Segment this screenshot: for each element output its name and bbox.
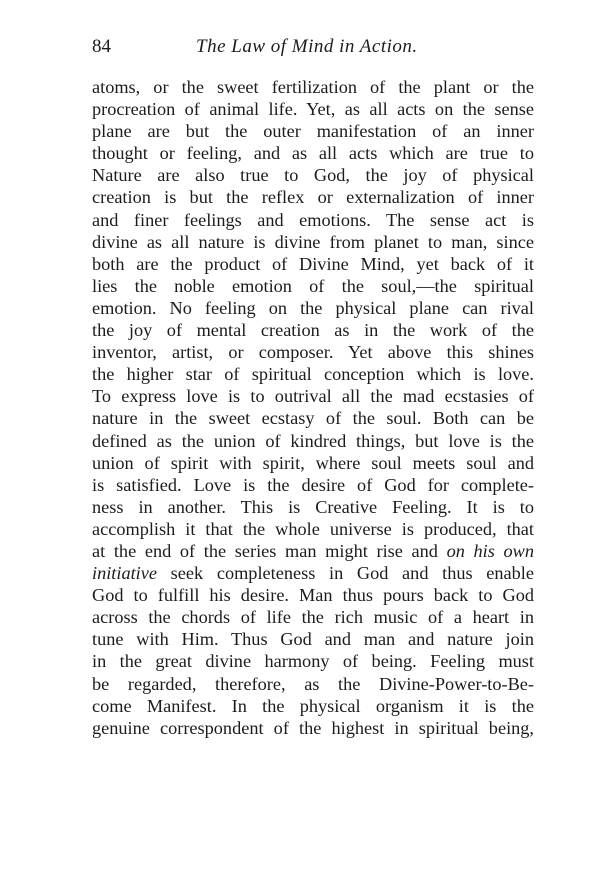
text-line: divine as all nature is divine from planet to man, since bbox=[92, 231, 534, 252]
text-line: nature in the sweet ecstasy of the soul. Both can be bbox=[92, 408, 534, 429]
text-line: lies the noble emotion of the soul,—the spiritual bbox=[92, 275, 534, 296]
text-line: plane are but the outer manifestation of an inner bbox=[92, 121, 534, 142]
text-line: Nature are also true to God, the joy of physical bbox=[92, 165, 534, 186]
text-line: To express love is to outrival all the mad ecstasies of bbox=[92, 386, 534, 407]
text-line: tune with Him. Thus God and man and nature join bbox=[92, 629, 534, 650]
text-line: across the chords of life the rich music of a heart in bbox=[92, 607, 534, 628]
text-line: genuine correspondent of the highest in spiritual being, bbox=[92, 717, 534, 738]
page-number: 84 bbox=[92, 36, 111, 57]
text-line: thought or feeling, and as all acts which are true to bbox=[92, 143, 534, 164]
text-line: God to fulfill his desire. Man thus pours back to God bbox=[92, 585, 534, 606]
text-line: come Manifest. In the physical organism it is the bbox=[92, 695, 534, 716]
text-line: emotion. No feeling on the physical plane can rival bbox=[92, 297, 534, 318]
text-line: in the great divine harmony of being. Feeling must bbox=[92, 651, 534, 672]
text-line: and finer feelings and emotions. The sense act is bbox=[92, 209, 534, 230]
text-line: inventor, artist, or composer. Yet above this shines bbox=[92, 342, 534, 363]
text-line: both are the product of Divine Mind, yet back of it bbox=[92, 253, 534, 274]
text-segment: seek completeness in God and thus enable bbox=[170, 563, 534, 584]
body-text bbox=[92, 76, 534, 739]
text-line: be regarded, therefore, as the Divine-Power-to-Be- bbox=[92, 673, 534, 694]
running-head bbox=[92, 36, 532, 60]
text-line: creation is but the reflex or externalization of inner bbox=[92, 187, 534, 208]
text-line: the joy of mental creation as in the work of the bbox=[92, 320, 534, 341]
text-line: the higher star of spiritual conception which is love. bbox=[92, 364, 534, 385]
text-line: accomplish it that the whole universe is produced, that bbox=[92, 518, 534, 539]
text-line bbox=[92, 562, 534, 584]
italic-phrase: on his own bbox=[446, 540, 534, 561]
text-line: union of spirit with spirit, where soul meets soul and bbox=[92, 452, 534, 473]
text-segment: at the end of the series man might rise and bbox=[92, 540, 438, 561]
italic-phrase: initiative bbox=[92, 563, 157, 584]
text-line: atoms, or the sweet fertilization of the plant or the bbox=[92, 77, 534, 97]
running-title: The Law of Mind in Action. bbox=[196, 36, 418, 57]
text-line: procreation of animal life. Yet, as all acts on the sense bbox=[92, 99, 534, 120]
text-line: is satisfied. Love is the desire of God for complete- bbox=[92, 474, 534, 495]
text-line: ness in another. This is Creative Feeling. It is to bbox=[92, 496, 534, 517]
text-line bbox=[92, 540, 534, 562]
text-line: defined as the union of kindred things, but love is the bbox=[92, 430, 534, 451]
